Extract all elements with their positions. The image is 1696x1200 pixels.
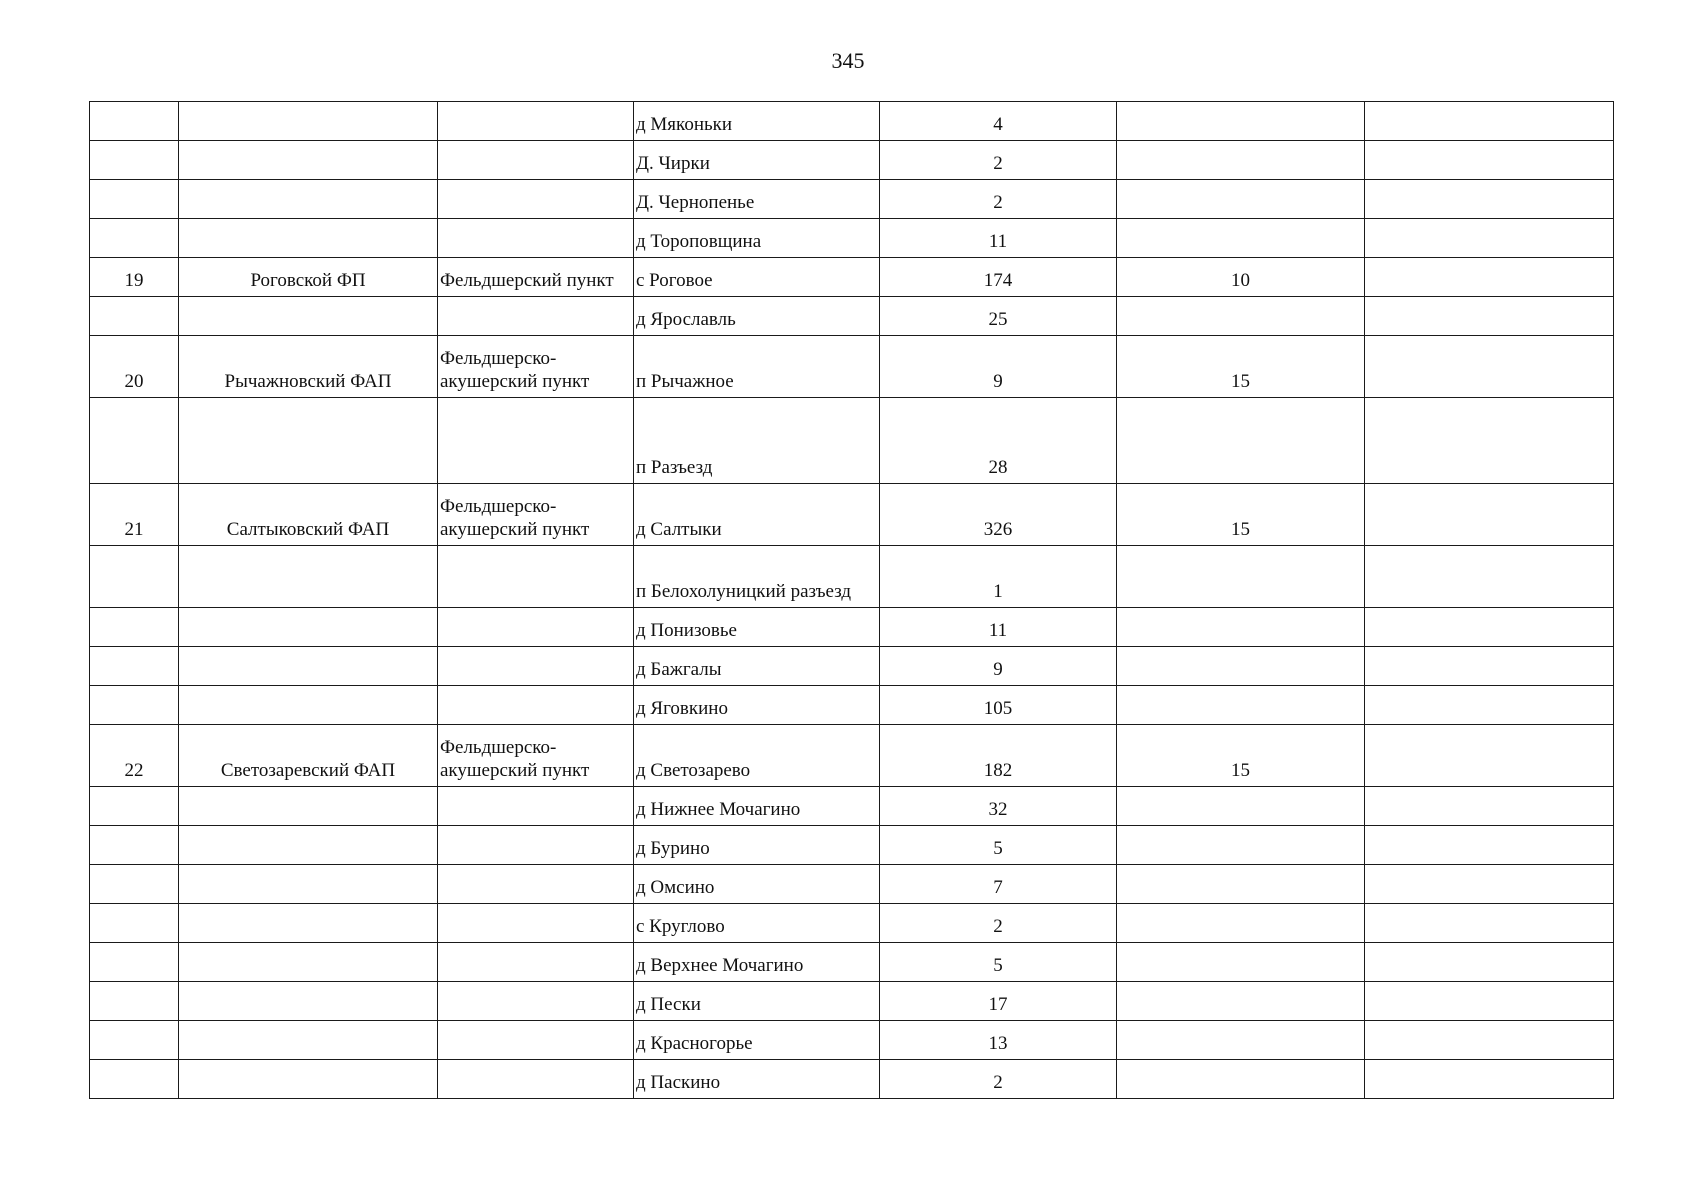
facility-name-cell	[179, 647, 438, 686]
staff-cell: 15	[1117, 336, 1365, 398]
note-cell	[1365, 180, 1614, 219]
facility-type-cell	[438, 982, 634, 1021]
facility-type-cell: Фельдшерско-акушерский пункт	[438, 484, 634, 546]
population-cell: 17	[880, 982, 1117, 1021]
facility-type-cell	[438, 180, 634, 219]
row-number-cell: 20	[90, 336, 179, 398]
population-cell: 326	[880, 484, 1117, 546]
row-number-cell: 19	[90, 258, 179, 297]
facility-name-cell	[179, 982, 438, 1021]
table-row	[90, 1060, 1614, 1099]
facility-type-cell	[438, 608, 634, 647]
settlement-cell: д Бурино	[634, 826, 880, 865]
note-cell	[1365, 647, 1614, 686]
facility-name-cell	[179, 608, 438, 647]
row-number-cell	[90, 865, 179, 904]
facility-type-cell	[438, 826, 634, 865]
table-row	[90, 865, 1614, 904]
population-cell: 2	[880, 180, 1117, 219]
row-number-cell	[90, 904, 179, 943]
settlement-cell: д Нижнее Мочагино	[634, 787, 880, 826]
settlement-cell: д Салтыки	[634, 484, 880, 546]
population-cell: 2	[880, 904, 1117, 943]
population-cell: 5	[880, 826, 1117, 865]
facility-name-cell	[179, 546, 438, 608]
facility-name-cell	[179, 102, 438, 141]
facility-name-cell	[179, 1060, 438, 1099]
table-row	[90, 826, 1614, 865]
population-cell: 28	[880, 398, 1117, 484]
note-cell	[1365, 484, 1614, 546]
staff-cell	[1117, 219, 1365, 258]
population-cell: 4	[880, 102, 1117, 141]
population-cell: 1	[880, 546, 1117, 608]
table-row	[90, 1021, 1614, 1060]
facility-type-cell	[438, 398, 634, 484]
table-row	[90, 608, 1614, 647]
note-cell	[1365, 787, 1614, 826]
population-cell: 174	[880, 258, 1117, 297]
table-row	[90, 258, 1614, 297]
facility-type-cell	[438, 219, 634, 258]
settlements-table	[89, 101, 1614, 1099]
row-number-cell	[90, 1060, 179, 1099]
settlement-cell: п Белохолуницкий разъезд	[634, 546, 880, 608]
population-cell: 11	[880, 608, 1117, 647]
facility-type-cell	[438, 647, 634, 686]
facility-name-cell	[179, 904, 438, 943]
note-cell	[1365, 102, 1614, 141]
facility-type-cell: Фельдшерско-акушерский пункт	[438, 336, 634, 398]
facility-name-cell	[179, 865, 438, 904]
note-cell	[1365, 608, 1614, 647]
facility-type-cell: Фельдшерский пункт	[438, 258, 634, 297]
settlement-cell: д Верхнее Мочагино	[634, 943, 880, 982]
population-cell: 5	[880, 943, 1117, 982]
settlement-cell: д Паскино	[634, 1060, 880, 1099]
population-cell: 25	[880, 297, 1117, 336]
staff-cell: 15	[1117, 725, 1365, 787]
facility-type-cell	[438, 904, 634, 943]
staff-cell	[1117, 180, 1365, 219]
settlement-cell: с Роговое	[634, 258, 880, 297]
table-row	[90, 102, 1614, 141]
staff-cell	[1117, 865, 1365, 904]
note-cell	[1365, 398, 1614, 484]
settlement-cell: Д. Чирки	[634, 141, 880, 180]
table-row	[90, 336, 1614, 398]
facility-type-cell	[438, 141, 634, 180]
facility-name-cell	[179, 826, 438, 865]
note-cell	[1365, 725, 1614, 787]
facility-name-cell	[179, 141, 438, 180]
settlement-cell: д Пески	[634, 982, 880, 1021]
facility-name-cell	[179, 686, 438, 725]
staff-cell	[1117, 1060, 1365, 1099]
settlement-cell: д Бажгалы	[634, 647, 880, 686]
settlement-cell: д Мяконьки	[634, 102, 880, 141]
note-cell	[1365, 904, 1614, 943]
staff-cell	[1117, 647, 1365, 686]
facility-name-cell	[179, 180, 438, 219]
facility-name-cell	[179, 787, 438, 826]
table-row	[90, 219, 1614, 258]
note-cell	[1365, 865, 1614, 904]
facility-type-cell	[438, 297, 634, 336]
row-number-cell	[90, 982, 179, 1021]
facility-type-cell	[438, 865, 634, 904]
row-number-cell	[90, 398, 179, 484]
population-cell: 105	[880, 686, 1117, 725]
staff-cell	[1117, 982, 1365, 1021]
facility-name-cell	[179, 1021, 438, 1060]
table-row	[90, 297, 1614, 336]
table-row	[90, 141, 1614, 180]
facility-name-cell: Роговской ФП	[179, 258, 438, 297]
staff-cell: 10	[1117, 258, 1365, 297]
population-cell: 7	[880, 865, 1117, 904]
row-number-cell: 22	[90, 725, 179, 787]
population-cell: 32	[880, 787, 1117, 826]
facility-type-cell	[438, 787, 634, 826]
facility-name-cell	[179, 219, 438, 258]
population-cell: 9	[880, 647, 1117, 686]
staff-cell	[1117, 787, 1365, 826]
note-cell	[1365, 258, 1614, 297]
row-number-cell	[90, 546, 179, 608]
facility-type-cell: Фельдшерско-акушерский пункт	[438, 725, 634, 787]
row-number-cell	[90, 826, 179, 865]
row-number-cell: 21	[90, 484, 179, 546]
note-cell	[1365, 297, 1614, 336]
note-cell	[1365, 336, 1614, 398]
table-row	[90, 686, 1614, 725]
facility-type-cell	[438, 1021, 634, 1060]
row-number-cell	[90, 297, 179, 336]
settlement-cell: Д. Чернопенье	[634, 180, 880, 219]
staff-cell	[1117, 546, 1365, 608]
table-row	[90, 647, 1614, 686]
note-cell	[1365, 219, 1614, 258]
facility-name-cell	[179, 398, 438, 484]
settlement-cell: д Тороповщина	[634, 219, 880, 258]
settlement-cell: д Красногорье	[634, 1021, 880, 1060]
table-row	[90, 546, 1614, 608]
note-cell	[1365, 826, 1614, 865]
facility-name-cell: Рычажновский ФАП	[179, 336, 438, 398]
facility-name-cell: Светозаревский ФАП	[179, 725, 438, 787]
table-row	[90, 943, 1614, 982]
row-number-cell	[90, 102, 179, 141]
row-number-cell	[90, 608, 179, 647]
settlement-cell: д Понизовье	[634, 608, 880, 647]
table-row	[90, 787, 1614, 826]
table-row	[90, 484, 1614, 546]
staff-cell	[1117, 904, 1365, 943]
table-body	[90, 102, 1614, 1099]
settlement-cell: п Разъезд	[634, 398, 880, 484]
note-cell	[1365, 943, 1614, 982]
settlement-cell: д Светозарево	[634, 725, 880, 787]
staff-cell	[1117, 608, 1365, 647]
staff-cell	[1117, 943, 1365, 982]
table-row	[90, 904, 1614, 943]
facility-type-cell	[438, 1060, 634, 1099]
row-number-cell	[90, 686, 179, 725]
staff-cell	[1117, 686, 1365, 725]
settlement-cell: д Яговкино	[634, 686, 880, 725]
row-number-cell	[90, 180, 179, 219]
staff-cell	[1117, 398, 1365, 484]
page-number: 345	[831, 48, 865, 73]
staff-cell: 15	[1117, 484, 1365, 546]
row-number-cell	[90, 1021, 179, 1060]
settlement-cell: с Круглово	[634, 904, 880, 943]
facility-name-cell: Салтыковский ФАП	[179, 484, 438, 546]
note-cell	[1365, 546, 1614, 608]
staff-cell	[1117, 141, 1365, 180]
row-number-cell	[90, 647, 179, 686]
row-number-cell	[90, 219, 179, 258]
note-cell	[1365, 1021, 1614, 1060]
population-cell: 2	[880, 1060, 1117, 1099]
population-cell: 11	[880, 219, 1117, 258]
staff-cell	[1117, 102, 1365, 141]
note-cell	[1365, 141, 1614, 180]
table-row	[90, 982, 1614, 1021]
staff-cell	[1117, 297, 1365, 336]
table-row	[90, 180, 1614, 219]
population-cell: 13	[880, 1021, 1117, 1060]
table-row	[90, 398, 1614, 484]
facility-type-cell	[438, 546, 634, 608]
table-row	[90, 725, 1614, 787]
note-cell	[1365, 982, 1614, 1021]
facility-type-cell	[438, 102, 634, 141]
facility-name-cell	[179, 943, 438, 982]
population-cell: 9	[880, 336, 1117, 398]
note-cell	[1365, 1060, 1614, 1099]
population-cell: 182	[880, 725, 1117, 787]
staff-cell	[1117, 1021, 1365, 1060]
facility-name-cell	[179, 297, 438, 336]
settlement-cell: д Омсино	[634, 865, 880, 904]
facility-type-cell	[438, 686, 634, 725]
facility-type-cell	[438, 943, 634, 982]
row-number-cell	[90, 141, 179, 180]
population-cell: 2	[880, 141, 1117, 180]
row-number-cell	[90, 787, 179, 826]
settlement-cell: п Рычажное	[634, 336, 880, 398]
staff-cell	[1117, 826, 1365, 865]
note-cell	[1365, 686, 1614, 725]
settlement-cell: д Ярославль	[634, 297, 880, 336]
row-number-cell	[90, 943, 179, 982]
